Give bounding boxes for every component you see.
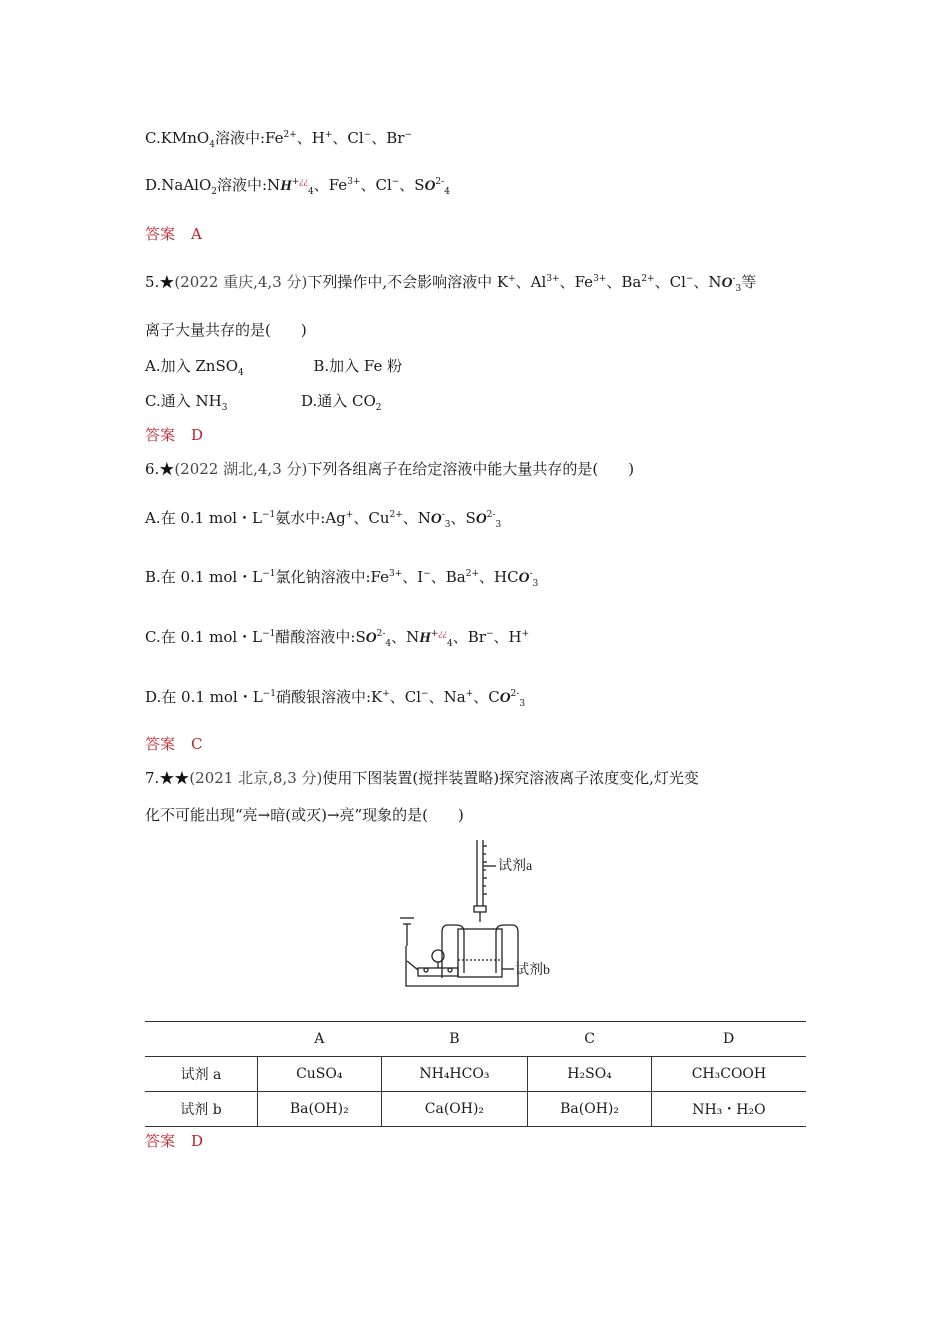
q5-options-cd [145,391,382,411]
table-header-row [145,1022,806,1057]
q5-stem-line2: 离子大量共存的是( ) [145,321,307,339]
conductivity-apparatus-figure [398,836,568,996]
q6-option-a: A.在 0.1 mol・$L^{-1}$氨水中:Ag+、$Cu^{2+}$、$NO^-_3$、$SO^{2-}_3$ [145,509,502,530]
circuit-bottom-wire [406,946,518,986]
q4-answer: 答案 A [145,225,202,243]
table-header-cell: D [651,1022,806,1057]
burette-stopcock [474,906,486,912]
table-cell: Ba(OH)₂ [528,1092,652,1127]
q5-options-ab [145,356,402,376]
table-cell: 试剂 a [145,1057,258,1092]
table-cell: Ca(OH)₂ [381,1092,528,1127]
reagent-table [145,1021,806,1127]
table-cell: Ba(OH)₂ [258,1092,382,1127]
table-header-cell: C [528,1022,652,1057]
q7-answer: 答案 D [145,1132,204,1150]
table-header-cell [145,1022,258,1057]
label-reagent-b: 试剂b [515,963,550,978]
table-cell: 试剂 b [145,1092,258,1127]
table-cell: H₂SO₄ [528,1057,652,1092]
q6-option-b: B.在 0.1 mol・$L^{-1}$氯化钠溶液中$:Fe^{3+}$、I−、$Ba^{2+}$、$HCO^-_3$ [145,568,539,589]
table-row [145,1057,806,1092]
q6-stem: 6.★(2022 湖北,4,3 分)下列各组离子在给定溶液中能大量共存的是( ) [145,460,635,478]
q5-option-b: B.加入 Fe 粉 [313,357,403,375]
table-cell: NH₃・H₂O [651,1092,806,1127]
q6-option-d: D.在 0.1 mol・$L^{-1}$硝酸银溶液中:K+、Cl−、Na+、$CO^{2-}_3$ [145,688,526,709]
q7-stem-line2: 化不可能出现“亮→暗(或灭)→亮”现象的是( ) [145,806,464,824]
table-cell: CuSO₄ [258,1057,382,1092]
table-cell: CH₃COOH [651,1057,806,1092]
q5-option-d: D.通入 $CO_2$ [300,392,382,413]
table-header-cell: B [381,1022,528,1057]
table-cell: NH₄HCO₃ [381,1057,528,1092]
table-row [145,1092,806,1127]
q6-answer: 答案 C [145,735,203,753]
q5-option-a: A.加入 ZnSO$_4$ [145,357,244,378]
q5-option-c: C.通入 $NH_3$ [145,392,228,413]
q5-answer: 答案 D [145,426,204,444]
label-reagent-a: 试剂a [498,859,533,874]
q4-option-c: C.KMnO$_4$溶液中$:Fe^{2+}$、H+、Cl−、Br− [145,129,412,150]
electrode-left-wire [442,925,464,978]
q6-option-c: C.在 0.1 mol・$L^{-1}$醋酸溶液中$:SO^{2-}_4$、$NH^{+¿¿}_4$、Br−、H+ [145,628,530,649]
table-header-cell: A [258,1022,382,1057]
switch-terminal-left [424,968,428,972]
q4-option-d: D.NaAlO$_2$溶液中$:NH^{+¿¿}_4$、$Fe^{3+}$、Cl−、$SO^{2-}_4$ [145,176,450,197]
q5-stem-line1: 5.★(2022 重庆,4,3 分)下列操作中,不会影响溶液中 K+、$Al^{3+}$、$Fe^{3+}$、$Ba^{2+}$、Cl−、$NO^-_3$等 [145,273,757,294]
q7-stem-line1: 7.★★(2021 北京,8,3 分)使用下图装置(搅拌装置略)探究溶液离子浓度变化,灯光变 [145,769,699,787]
switch-terminal-right [448,968,452,972]
